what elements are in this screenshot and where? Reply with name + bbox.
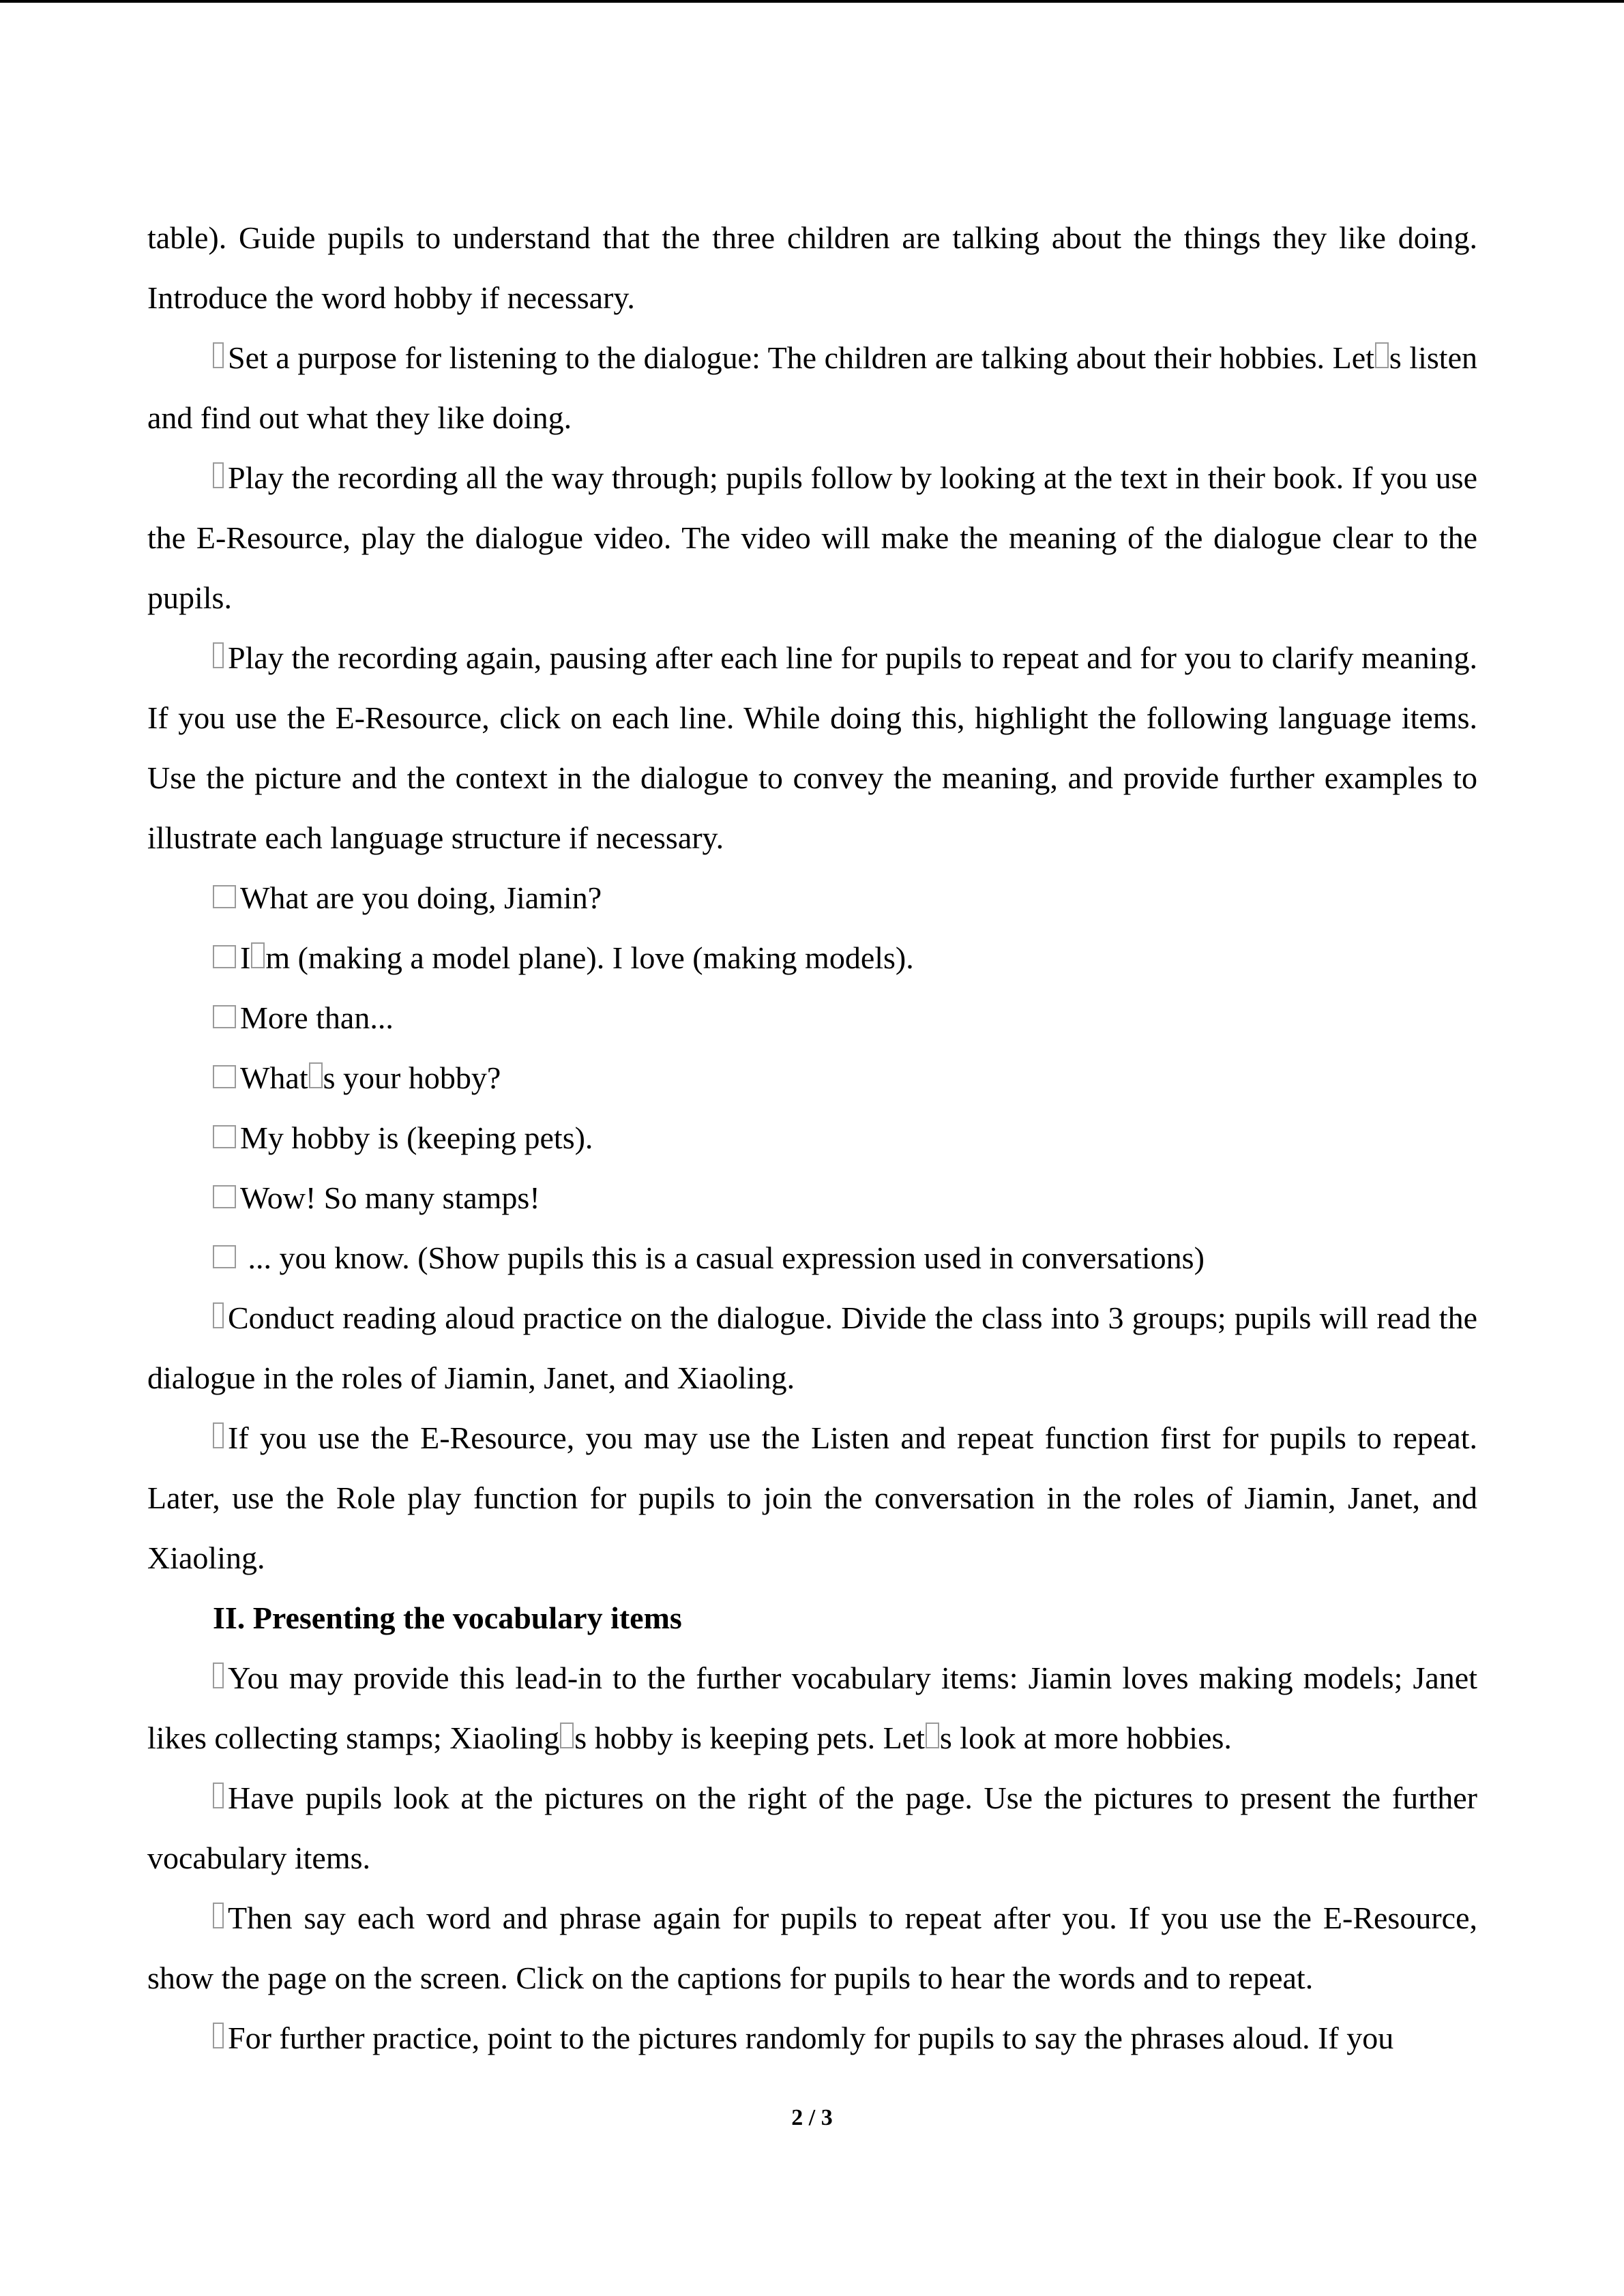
page-top-border [0, 0, 1624, 3]
paragraph-1-text: table). Guide pupils to understand that the three children are talking about the things they like doing. Introduce the word hobby if necessary. [147, 220, 1477, 315]
paragraph-6 [147, 1408, 1477, 1588]
section-heading: II. Presenting the vocabulary items [213, 1600, 682, 1635]
missing-glyph-apostrophe-icon [926, 1723, 939, 1748]
missing-glyph-box-icon [213, 1065, 236, 1088]
paragraph-7-text-a: You may provide this lead-in to the further vocabulary items: Jiamin loves making models; Janet likes collecting stamps; Xiaoling [147, 1660, 1477, 1755]
language-item-6 [147, 1168, 1477, 1228]
missing-glyph-bullet-icon [213, 1302, 224, 1328]
missing-glyph-apostrophe-icon [560, 1723, 574, 1748]
paragraph-10-text: For further practice, point to the pictures randomly for pupils to say the phrases aloud. If you [228, 2021, 1394, 2055]
language-item-6-text: Wow! So many stamps! [240, 1180, 540, 1215]
paragraph-9-text: Then say each word and phrase again for pupils to repeat after you. If you use the E-Resource, show the page on the screen. Click on the captions for pupils to hear the words and to repeat. [147, 1900, 1477, 1995]
paragraph-9 [147, 1888, 1477, 2008]
missing-glyph-box-icon [213, 885, 236, 908]
language-item-7-text: ... you know. (Show pupils this is a casual expression used in conversations) [240, 1240, 1205, 1275]
missing-glyph-box-icon [213, 1125, 236, 1148]
paragraph-3 [147, 448, 1477, 628]
missing-glyph-apostrophe-icon [1375, 342, 1389, 368]
missing-glyph-bullet-icon [213, 1783, 224, 1808]
language-item-3-text: More than... [240, 1000, 394, 1035]
paragraph-6-text: If you use the E-Resource, you may use the Listen and repeat function first for pupils to repeat. Later, use the Role play function for pupils to join the conversation in the roles of Jiamin, Janet, and Xiaoling. [147, 1420, 1477, 1575]
missing-glyph-box-icon [213, 1005, 236, 1028]
language-item-5 [147, 1108, 1477, 1168]
missing-glyph-apostrophe-icon [251, 942, 265, 968]
language-item-2-text-b: m (making a model plane). I love (making models). [265, 940, 914, 975]
missing-glyph-bullet-icon [213, 462, 224, 488]
paragraph-8-text: Have pupils look at the pictures on the right of the page. Use the pictures to present the further vocabulary items. [147, 1780, 1477, 1875]
page-number: 2 / 3 [791, 2105, 833, 2130]
paragraph-4 [147, 628, 1477, 868]
language-item-2-text-a: I [240, 940, 251, 975]
paragraph-8 [147, 1768, 1477, 1888]
missing-glyph-bullet-icon [213, 1422, 224, 1448]
missing-glyph-bullet-icon [213, 342, 224, 368]
language-item-3 [147, 988, 1477, 1048]
missing-glyph-bullet-icon [213, 1903, 224, 1928]
paragraph-7 [147, 1648, 1477, 1768]
language-item-4-text-a: What [240, 1060, 308, 1095]
missing-glyph-apostrophe-icon [309, 1062, 323, 1088]
missing-glyph-box-icon [213, 1185, 236, 1208]
paragraph-2 [147, 328, 1477, 448]
missing-glyph-bullet-icon [213, 1663, 224, 1688]
paragraph-2-text-b: s listen and find out what they like doing. [147, 340, 1477, 435]
document-body [147, 208, 1477, 2068]
paragraph-5-text: Conduct reading aloud practice on the dialogue. Divide the class into 3 groups; pupils will read the dialogue in the roles of Jiamin, Janet, and Xiaoling. [147, 1300, 1477, 1395]
missing-glyph-bullet-icon [213, 642, 224, 668]
paragraph-7-text-c: s look at more hobbies. [939, 1720, 1232, 1755]
language-item-2 [147, 928, 1477, 988]
language-item-4 [147, 1048, 1477, 1108]
missing-glyph-box-icon [213, 945, 236, 968]
paragraph-10 [147, 2008, 1477, 2068]
language-item-5-text: My hobby is (keeping pets). [240, 1120, 593, 1155]
language-item-1-text: What are you doing, Jiamin? [240, 880, 602, 915]
paragraph-7-text-b: s hobby is keeping pets. Let [574, 1720, 925, 1755]
language-item-4-text-b: s your hobby? [323, 1060, 501, 1095]
missing-glyph-box-icon [213, 1245, 236, 1268]
paragraph-3-text: Play the recording all the way through; pupils follow by looking at the text in their book. If you use the E-Resource, play the dialogue video. The video will make the meaning of the dialogue clear to the pupils. [147, 460, 1477, 615]
language-item-7 [147, 1228, 1477, 1288]
paragraph-5 [147, 1288, 1477, 1408]
paragraph-2-text-a: Set a purpose for listening to the dialogue: The children are talking about their hobbies. Let [228, 340, 1374, 375]
language-item-1 [147, 868, 1477, 928]
missing-glyph-bullet-icon [213, 2023, 224, 2048]
paragraph-4-text: Play the recording again, pausing after each line for pupils to repeat and for you to clarify meaning. If you use the E-Resource, click on each line. While doing this, highlight the following language items. Use the picture and the context in the dialogue to convey the meaning, and provide further examples to illustrate each language structure if necessary. [147, 640, 1477, 855]
paragraph-1 [147, 208, 1477, 328]
